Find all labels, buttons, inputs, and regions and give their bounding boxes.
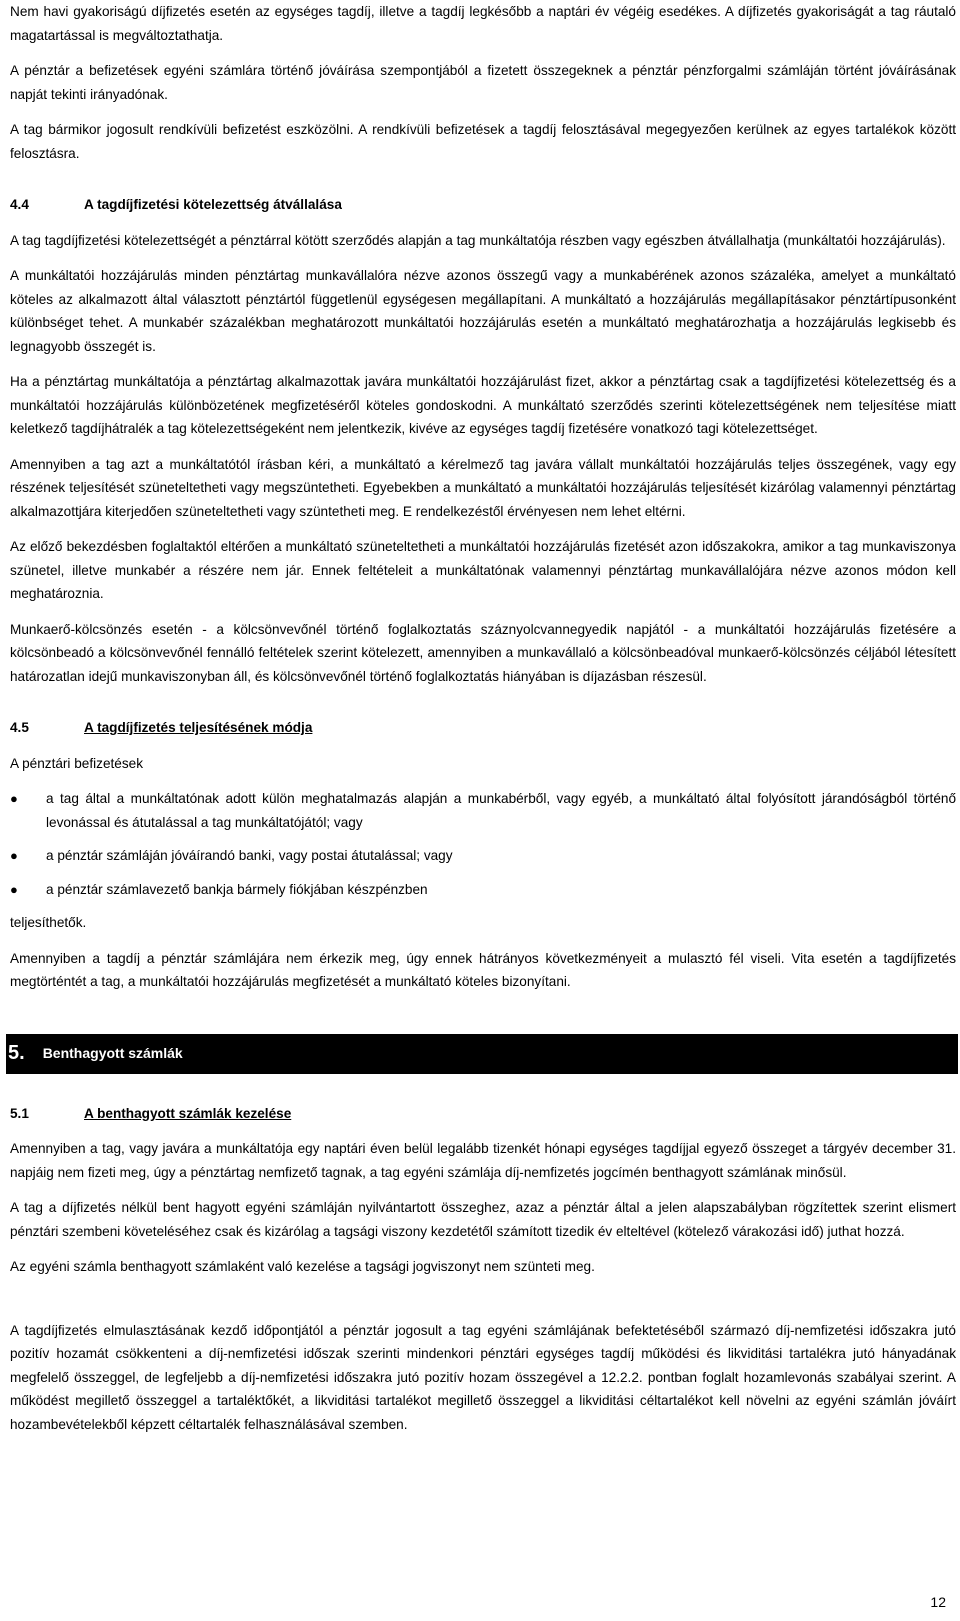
section-number: 5.1 [10, 1105, 29, 1121]
chapter-number: 5. [8, 1041, 25, 1064]
bullet-icon: ● [10, 791, 18, 806]
paragraph: Amennyiben a tagdíj a pénztár számlájára nem érkezik meg, úgy ennek hátrányos következményeit a mulasztó fél viseli. Vita esetén a tagdíjfizetés megtörténtét a tag, a munkáltatói hozzájárulás megfizetését a munkáltató köteles bizonyítani. [10, 950, 956, 989]
paragraph: Nem havi gyakoriságú díjfizetés esetén az egységes tagdíj, illetve a tagdíj legkésőbb a naptári év végéig esedékes. A díjfizetés gyakoriságát a tag ráutaló magatartással is megváltoztathatja. [10, 4, 956, 43]
page-number: 12 [930, 1594, 946, 1610]
section-number: 4.4 [10, 197, 29, 212]
bullet-icon: ● [10, 881, 18, 897]
section-title: A tagdíjfizetési kötelezettség átvállalása [84, 197, 342, 212]
paragraph: A pénztári befizetések [10, 755, 143, 771]
paragraph: A pénztár a befizetések egyéni számlára történő jóváírása szempontjából a fizetett összegeknek a pénztár pénzforgalmi számláján történt jóváírásának napját tekinti irányadónak. [10, 63, 956, 102]
paragraph: Amennyiben a tag azt a munkáltatótól írásban kéri, a munkáltató a kérelmező tag javára vállalt munkáltatói hozzájárulás teljes összegének, vagy egy részének teljesítését szüneteltetheti vagy megszüntetheti. Egyebekben a munkáltató a munkáltatói hozzájárulás teljesítését kizárólag valamennyi pénztártag alkalmazottjára kiterjedően szüneteltetheti vagy szüntetheti meg. E rendelkezéstől érvényesen nem lehet eltérni. [10, 456, 956, 519]
paragraph: Amennyiben a tag, vagy javára a munkáltatója egy naptári éven belül legalább tizenkét hónapi egységes tagdíjjal egyező összeget a tárgyév december 31. napjáig nem fizeti meg, úgy a pénztártag nemfizető tagnak, a tag egyéni számlája díj-nemfizetés jogcímén benthagyott számlának minősül. [10, 1141, 956, 1180]
bullet-list [10, 787, 956, 901]
paragraph: teljesíthetők. [10, 915, 87, 930]
section-number: 4.5 [10, 720, 29, 735]
list-item-text: a pénztár számlavezető bankja bármely fiókjában készpénzben [46, 881, 428, 897]
chapter-title: Benthagyott számlák [42, 1044, 183, 1061]
paragraph: Az előző bekezdésben foglaltaktól eltérően a munkáltató szüneteltetheti a munkáltatói hozzájárulás fizetését azon időszakokra, amikor a tag munkaviszonya szünetel, illetve munkabér a részére nem jár. Ennek feltételeit a munkáltatónak valamennyi pénztártag munkavállalójára nézve azonos módon kell meghatároznia. [10, 539, 956, 601]
list-item [10, 878, 956, 902]
paragraph: Az egyéni számla benthagyott számlaként való kezelése a tagsági jogviszonyt nem szünteti meg. [10, 1259, 595, 1274]
chapter-heading-bar [6, 1034, 958, 1074]
paragraph: Munkaerő-kölcsönzés esetén - a kölcsönvevőnél történő foglalkoztatás száznyolcvannegyedik napjától - a munkáltatói hozzájárulás fizetésére a kölcsönbeadó a kölcsönvevőnél fennálló feltételek szerint kötelezett, amennyiben a munkavállaló a kölcsönbeadóval munkaerő-kölcsönzés céljából létesített határozatlan idejű munkaviszonyban áll, és kölcsönvevőnél történő foglalkoztatás hiányában is díjazásban részesül. [10, 621, 956, 684]
section-title: A benthagyott számlák kezelése [84, 1105, 292, 1121]
section-heading-5-1 [10, 1102, 956, 1126]
list-item-text: a pénztár számláján jóváírandó banki, vagy postai átutalással; vagy [46, 848, 453, 863]
paragraph: A tag tagdíjfizetési kötelezettségét a pénztárral kötött szerződés alapján a tag munkáltatója részben vagy egészben átvállalhatja (munkáltatói hozzájárulás). [10, 232, 946, 248]
paragraph: A tagdíjfizetés elmulasztásának kezdő időpontjától a pénztár jogosult a tag egyéni számlájának befektetéséből származó díj-nemfizetési időszakra jutó pozitív hozamát csökkenteni a díj-nemfizetési időszak szerinti mindenkori pénztári egységes tagdíj működési és likviditási tartalékra jutó hányadának megfelelő összeggel, de legfeljebb a díj-nemfizetési időszakra jutó pozitív hozam összegével a 12.2.2. pontban foglalt hozamlevonás szabályai szerint. A működést megillető összeggel a tartaléktőkét, a likviditási tartalékot megillető összeggel a likviditási céltartalékot kell növelni az egyéni számlán jóváírt hozambevételekből képzett céltartalék felhasználásával szemben. [10, 1322, 956, 1432]
paragraph: A munkáltatói hozzájárulás minden pénztártag munkavállalóra nézve azonos összegű vagy a munkabérének azonos százaléka, amelyet a munkáltató köteles az alkalmazott által választott pénztártól függetlenül egységesen megállapítani. A munkáltató a hozzájárulás megállapításakor pénztártípusonként különbséget tehet. A munkabér százalékban meghatározott munkáltatói hozzájárulás esetén a munkáltató meghatározhatja a hozzájárulás legkisebb és legnagyobb összegét is. [10, 268, 956, 354]
paragraph: A tag bármikor jogosult rendkívüli befizetést eszközölni. A rendkívüli befizetések a tagdíj felosztásával megegyezően kerülnek az egyes tartalékok között felosztásra. [10, 122, 956, 161]
section-title: A tagdíjfizetés teljesítésének módja [84, 720, 313, 735]
list-item-text: a tag által a munkáltatónak adott külön meghatalmazás alapján a munkabérből, vagy egyéb, a munkáltató által folyósított járandóságból történő levonással és átutalással a tag munkáltatójától; vagy [46, 791, 956, 830]
list-item [10, 844, 956, 868]
section-heading-4-4 [10, 193, 956, 217]
paragraph: A tag a díjfizetés nélkül bent hagyott egyéni számláján nyilvántartott összeghez, azaz a pénztár által a jelen alapszabályban rögzítettek szerint elismert pénztári szembeni követeléséhez csak és kizárólag a tagsági viszony kezdetétől számított tizedik év elteltével (kötelező várakozási idő) juthat hozzá. [10, 1200, 956, 1239]
list-item [10, 787, 956, 834]
paragraph: Ha a pénztártag munkáltatója a pénztártag alkalmazottak javára munkáltatói hozzájárulást fizet, akkor a pénztártag csak a tagdíjfizetési kötelezettség és a munkáltatói hozzájárulás különbözetének megfizetéséről köteles gondoskodni. A munkáltató szerződés szerinti kötelezettségének nem teljesítése miatt keletkező tagdíjhátralék a tag kötelezettségeként nem jelentkezik, kivéve az egységes tagdíj fizetésére vonatkozó tagi kötelezettséget. [10, 374, 956, 436]
document-page [10, 0, 956, 1436]
section-heading-4-5 [10, 716, 956, 740]
bullet-icon: ● [10, 848, 18, 863]
